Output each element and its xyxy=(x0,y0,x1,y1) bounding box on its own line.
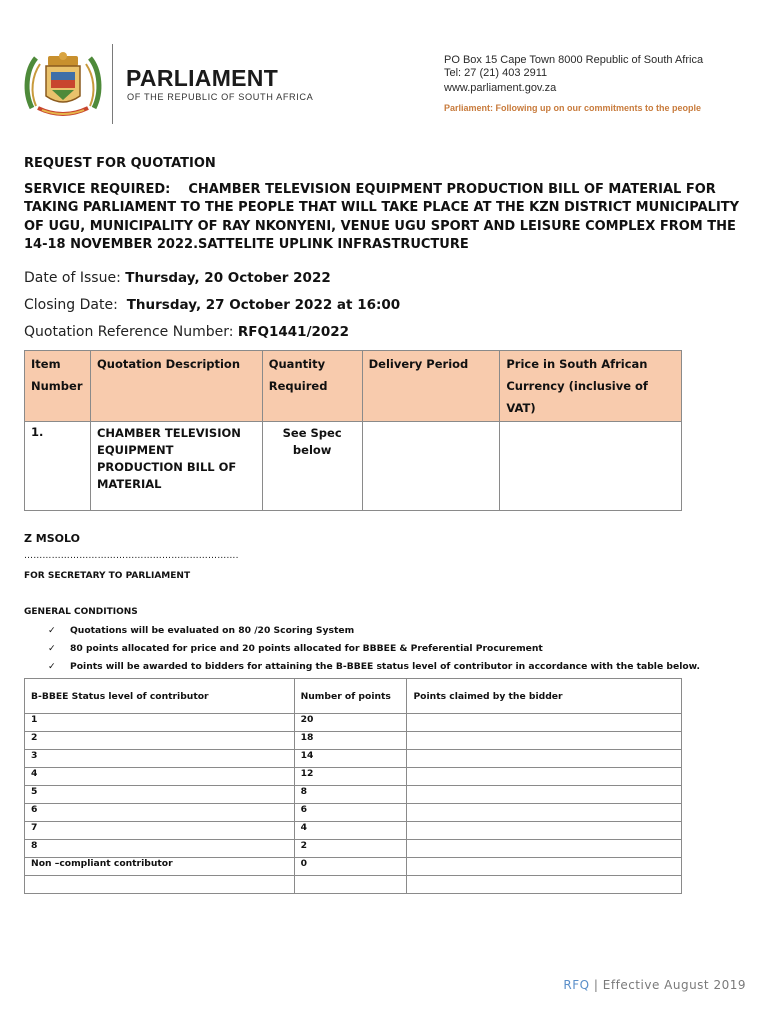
points-claimed xyxy=(407,876,682,894)
points: 2 xyxy=(294,840,407,858)
status-level: 6 xyxy=(25,804,295,822)
points: 8 xyxy=(294,786,407,804)
item-delivery xyxy=(362,422,500,511)
telephone: Tel: 27 (21) 403 2911 xyxy=(444,67,548,79)
website: www.parliament.gov.za xyxy=(444,82,557,94)
service-label: SERVICE REQUIRED: xyxy=(24,182,171,197)
postal-address: PO Box 15 Cape Town 8000 Republic of South Africa xyxy=(444,54,704,66)
header-points-claimed: Points claimed by the bidder xyxy=(407,679,682,714)
footer-rfq: RFQ xyxy=(563,978,590,992)
status-level: 4 xyxy=(25,768,295,786)
parliament-crest-logo xyxy=(22,48,104,120)
points: 12 xyxy=(294,768,407,786)
quotation-row xyxy=(25,422,682,511)
date-of-issue: Date of Issue: Thursday, 20 October 2022 xyxy=(24,270,331,286)
quotation-reference xyxy=(24,324,349,340)
bbbee-header-row xyxy=(25,679,682,714)
ref-value: RFQ1441/2022 xyxy=(237,324,350,340)
document-heading: REQUEST FOR QUOTATION xyxy=(24,156,216,171)
table-row xyxy=(25,714,682,732)
points-claimed xyxy=(407,858,682,876)
status-level: 2 xyxy=(25,732,295,750)
signatory-role: FOR SECRETARY TO PARLIAMENT xyxy=(24,571,191,581)
service-required xyxy=(24,181,746,254)
points xyxy=(294,876,407,894)
condition-item xyxy=(48,661,700,672)
status-level: 5 xyxy=(25,786,295,804)
bbbee-table xyxy=(24,678,682,894)
status-level: 1 xyxy=(25,714,295,732)
closing-date: Closing Date: Thursday, 27 October 2022 at 16:00 xyxy=(24,297,401,313)
date-issue-value: Thursday, 20 October 2022 xyxy=(125,270,331,286)
closing-value: Thursday, 27 October 2022 at 16:00 xyxy=(126,297,401,313)
status-level: 8 xyxy=(25,840,295,858)
signature-line: ……………………………………………………………. xyxy=(24,551,239,561)
quotation-header-row xyxy=(25,351,682,422)
table-row xyxy=(25,858,682,876)
ref-label: Quotation Reference Number: xyxy=(24,324,234,340)
points-claimed xyxy=(407,786,682,804)
table-row xyxy=(25,768,682,786)
header-status-level: B-BBEE Status level of contributor xyxy=(25,679,295,714)
table-row xyxy=(25,750,682,768)
status-level: 3 xyxy=(25,750,295,768)
item-description: CHAMBER TELEVISION EQUIPMENT PRODUCTION BILL OF MATERIAL xyxy=(90,422,262,511)
condition-text: Points will be awarded to bidders for attaining the B-BBEE status level of contributor in accordance with the table below. xyxy=(70,661,701,672)
check-icon: ✓ xyxy=(48,643,56,654)
condition-item xyxy=(48,625,354,636)
points-claimed xyxy=(407,750,682,768)
points: 20 xyxy=(294,714,407,732)
table-row xyxy=(25,876,682,894)
conditions-heading: GENERAL CONDITIONS xyxy=(24,607,138,617)
points: 18 xyxy=(294,732,407,750)
points-claimed xyxy=(407,732,682,750)
page-footer xyxy=(563,978,746,992)
condition-item xyxy=(48,643,543,654)
parliament-subtitle: OF THE REPUBLIC OF SOUTH AFRICA xyxy=(127,92,314,102)
parliament-title: PARLIAMENT xyxy=(126,65,279,91)
signatory-name: Z MSOLO xyxy=(24,532,80,545)
status-level: Non –compliant contributor xyxy=(25,858,295,876)
header-delivery: Delivery Period xyxy=(362,351,500,422)
points-claimed xyxy=(407,768,682,786)
table-row xyxy=(25,786,682,804)
condition-text: 80 points allocated for price and 20 points allocated for BBBEE & Preferential Procurement xyxy=(70,643,543,654)
header-description: Quotation Description xyxy=(90,351,262,422)
points-claimed xyxy=(407,714,682,732)
points: 4 xyxy=(294,822,407,840)
item-number: 1. xyxy=(25,422,91,511)
service-text: CHAMBER TELEVISION EQUIPMENT PRODUCTION BILL OF MATERIAL FOR TAKING PARLIAMENT TO THE PEOPLE THAT WILL TAKE PLACE AT THE KZN DISTRICT MUNICIPALITY OF UGU, MUNICIPALITY OF RAY NKONYENI, VENUE UGU SPORT AND LEISURE COMPLEX FROM THE 14-18 NOVEMBER 2022.SATTELITE UPLINK INFRASTRUCTURE xyxy=(24,182,740,252)
points: 14 xyxy=(294,750,407,768)
points-claimed xyxy=(407,840,682,858)
table-row xyxy=(25,804,682,822)
closing-label: Closing Date xyxy=(24,297,114,313)
quotation-table xyxy=(24,350,682,511)
check-icon: ✓ xyxy=(48,625,56,636)
check-icon: ✓ xyxy=(48,661,56,672)
header-quantity: Quantity Required xyxy=(262,351,362,422)
header-price: Price in South African Currency (inclusive of VAT) xyxy=(500,351,682,422)
date-issue-label: Date of Issue xyxy=(24,270,117,286)
footer-effective: Effective August 2019 xyxy=(602,978,746,992)
points-claimed xyxy=(407,804,682,822)
item-price xyxy=(500,422,682,511)
status-level xyxy=(25,876,295,894)
footer-separator: | xyxy=(593,978,599,992)
table-row xyxy=(25,732,682,750)
status-level: 7 xyxy=(25,822,295,840)
item-quantity: See Spec below xyxy=(262,422,362,511)
table-row xyxy=(25,822,682,840)
header-points: Number of points xyxy=(294,679,407,714)
tagline: Parliament: Following up on our commitments to the people xyxy=(444,103,702,113)
points-claimed xyxy=(407,822,682,840)
header-divider xyxy=(112,44,113,124)
condition-text: Quotations will be evaluated on 80 /20 Scoring System xyxy=(70,625,355,636)
table-row xyxy=(25,840,682,858)
points: 0 xyxy=(294,858,407,876)
header-item-number: Item Number xyxy=(25,351,91,422)
points: 6 xyxy=(294,804,407,822)
